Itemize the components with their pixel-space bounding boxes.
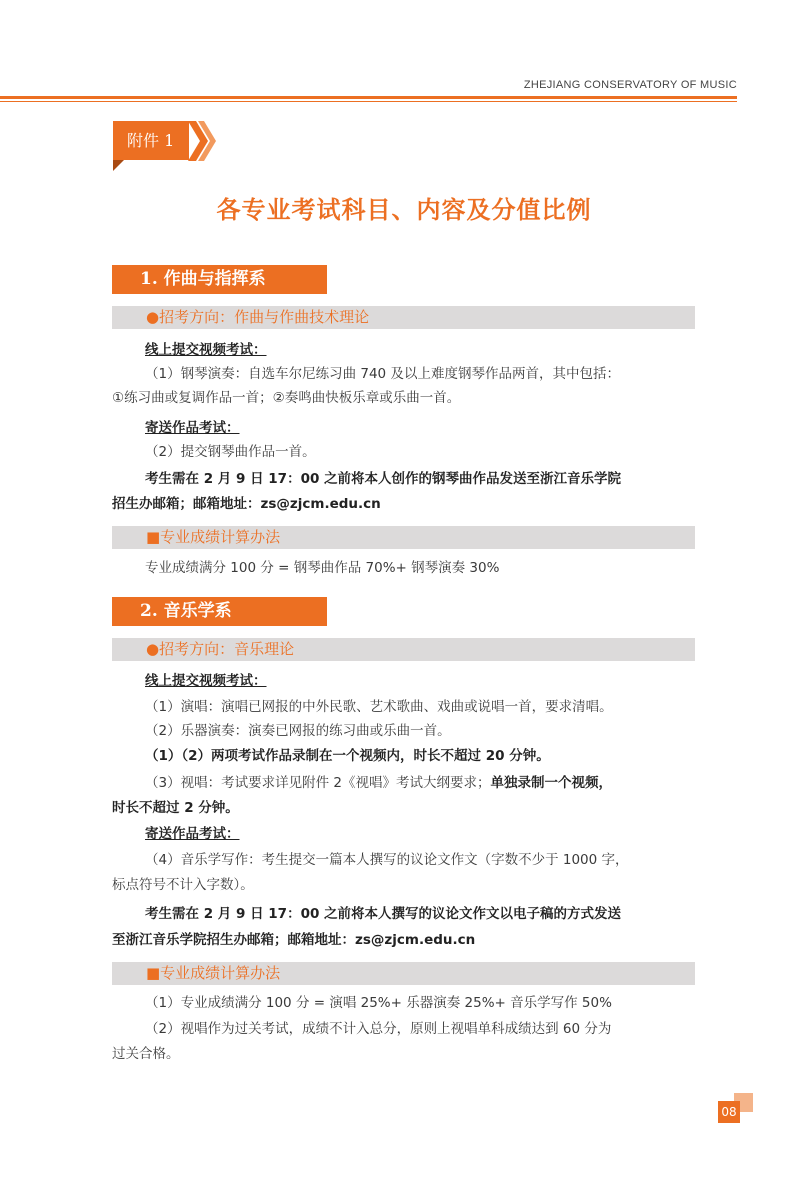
online-exam-label: 线上提交视频考试： bbox=[145, 342, 267, 358]
deadline-note: 招生办邮箱；邮箱地址：zs@zjcm.edu.cn bbox=[112, 496, 381, 512]
deadline-note: 至浙江音乐学院招生办邮箱；邮箱地址：zs@zjcm.edu.cn bbox=[112, 932, 476, 948]
section-heading: 1. 作曲与指挥系 bbox=[112, 265, 327, 294]
text-line bbox=[145, 773, 612, 793]
direction-bar: ●招考方向：作曲与作曲技术理论 bbox=[112, 306, 695, 329]
deadline-note: 考生需在 2 月 9 日 17：00 之前将本人撰写的议论文作文以电子稿的方式发送 bbox=[145, 906, 622, 922]
text-line: ①练习曲或复调作品一首；②奏鸣曲快板乐章或乐曲一首。 bbox=[112, 390, 461, 406]
page-title: 各专业考试科目、内容及分值比例 bbox=[216, 195, 592, 224]
text-line: （2）乐器演奏：演奏已网报的练习曲或乐曲一首。 bbox=[145, 723, 451, 739]
score-line: 专业成绩满分 100 分 = 钢琴曲作品 70%+ 钢琴演奏 30% bbox=[145, 560, 500, 576]
institution-header: ZHEJIANG CONSERVATORY OF MUSIC bbox=[523, 79, 737, 91]
online-exam-label: 线上提交视频考试： bbox=[145, 673, 267, 689]
text-line: （1）演唱：演唱已网报的中外民歌、艺术歌曲、戏曲或说唱一首，要求清唱。 bbox=[145, 699, 613, 715]
section-heading: 2. 音乐学系 bbox=[112, 597, 327, 626]
header-rule bbox=[0, 96, 737, 99]
deadline-note: 考生需在 2 月 9 日 17：00 之前将本人创作的钢琴曲作品发送至浙江音乐学院 bbox=[145, 471, 622, 487]
score-line: 过关合格。 bbox=[112, 1046, 180, 1062]
text-segment: （3）视唱：考试要求详见附件 2《视唱》考试大纲要求； bbox=[145, 775, 491, 791]
text-line: 时长不超过 2 分钟。 bbox=[112, 800, 239, 816]
tag-fold bbox=[113, 160, 124, 171]
score-method-bar: ■专业成绩计算办法 bbox=[112, 962, 695, 985]
text-line: （1）钢琴演奏：自选车尔尼练习曲 740 及以上难度钢琴作品两首，其中包括： bbox=[145, 366, 620, 382]
text-line: 标点符号不计入字数）。 bbox=[112, 877, 254, 893]
chevron-right-icon bbox=[186, 121, 220, 161]
attachment-tag: 附件 1 bbox=[113, 121, 189, 160]
page-number: 08 bbox=[718, 1101, 740, 1123]
text-line: （1）（2）两项考试作品录制在一个视频内，时长不超过 20 分钟。 bbox=[145, 748, 550, 764]
mail-exam-label: 寄送作品考试： bbox=[145, 420, 240, 436]
text-segment-bold: 单独录制一个视频， bbox=[490, 775, 612, 791]
score-line: （2）视唱作为过关考试，成绩不计入总分，原则上视唱单科成绩达到 60 分为 bbox=[145, 1021, 612, 1037]
direction-bar: ●招考方向：音乐理论 bbox=[112, 638, 695, 661]
score-method-bar: ■专业成绩计算办法 bbox=[112, 526, 695, 549]
mail-exam-label: 寄送作品考试： bbox=[145, 826, 240, 842]
text-line: （4）音乐学写作：考生提交一篇本人撰写的议论文作文（字数不少于 1000 字， bbox=[145, 852, 629, 868]
text-line: （2）提交钢琴曲作品一首。 bbox=[145, 444, 316, 460]
score-line: （1）专业成绩满分 100 分 = 演唱 25%+ 乐器演奏 25%+ 音乐学写作 50% bbox=[145, 995, 612, 1011]
header-rule-thin bbox=[0, 101, 737, 102]
